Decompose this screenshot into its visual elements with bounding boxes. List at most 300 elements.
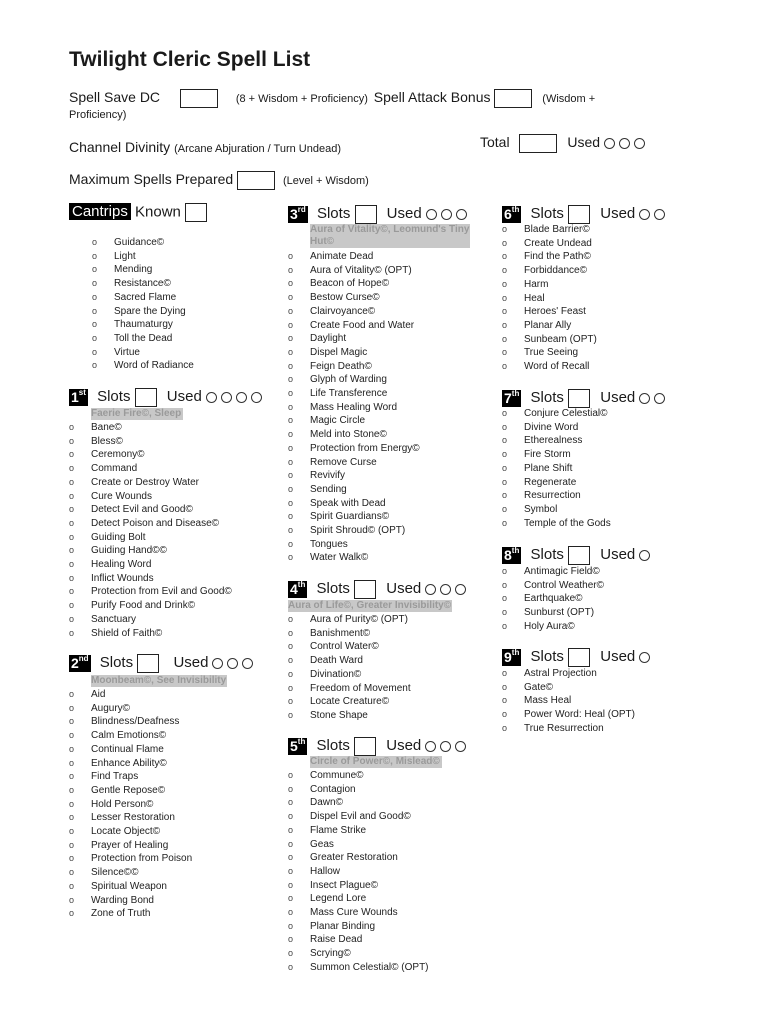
slots-label: Slots bbox=[97, 388, 131, 406]
bullet-marker: o bbox=[69, 812, 75, 823]
spell-name: Locate Creature© bbox=[310, 696, 390, 708]
spell-list-item bbox=[69, 852, 192, 866]
bullet-marker: o bbox=[288, 838, 294, 849]
spell-name: Divination© bbox=[310, 668, 362, 680]
spell-list-item bbox=[288, 879, 429, 893]
spell-name: Resurrection bbox=[524, 490, 581, 502]
level-3-badge: 3rd bbox=[290, 205, 306, 222]
used-circle[interactable] bbox=[634, 138, 645, 149]
spell-name: Plane Shift bbox=[524, 462, 573, 474]
level-5-badge: 5th bbox=[290, 737, 306, 754]
bullet-marker: o bbox=[288, 264, 294, 275]
used-circle[interactable] bbox=[639, 209, 650, 220]
spell-list-item bbox=[502, 462, 611, 476]
bullet-marker: o bbox=[69, 880, 75, 891]
slots-label: Slots bbox=[530, 546, 564, 564]
spell-name: Healing Word bbox=[91, 559, 152, 571]
bullet-marker: o bbox=[502, 722, 508, 733]
spell-name: Augury© bbox=[91, 702, 131, 714]
spell-name: Ceremony© bbox=[91, 449, 145, 461]
level-5-slots-box[interactable] bbox=[354, 737, 376, 756]
bullet-marker: o bbox=[502, 709, 508, 720]
channel-total-box[interactable] bbox=[519, 134, 557, 153]
spell-name: Sanctuary bbox=[91, 613, 137, 625]
used-label: Used bbox=[600, 648, 636, 666]
spell-name: Legend Lore bbox=[310, 893, 367, 905]
level-7-badge: 7th bbox=[504, 389, 520, 406]
bullet-marker: o bbox=[502, 319, 508, 330]
bullet-marker: o bbox=[69, 600, 75, 611]
bullet-marker: o bbox=[502, 306, 508, 317]
spell-list-item bbox=[69, 448, 232, 462]
level-1-slots-box[interactable] bbox=[135, 388, 157, 407]
bullet-marker: o bbox=[288, 292, 294, 303]
spell-name: True Resurrection bbox=[524, 722, 604, 734]
level-7-slots-box[interactable] bbox=[568, 389, 590, 408]
spell-attack-hint: (Wisdom + bbox=[542, 93, 596, 106]
spell-save-dc-row bbox=[69, 89, 595, 108]
used-circle[interactable] bbox=[440, 584, 451, 595]
bullet-marker: o bbox=[69, 504, 75, 515]
bullet-marker: o bbox=[502, 593, 508, 604]
spell-list-item bbox=[69, 702, 192, 716]
spell-name: Find Traps bbox=[91, 771, 139, 783]
spell-list-item bbox=[92, 263, 194, 277]
spell-list-item bbox=[288, 640, 411, 654]
spell-name: Clairvoyance© bbox=[310, 305, 376, 317]
bullet-marker: o bbox=[288, 401, 294, 412]
spell-list-item bbox=[69, 572, 232, 586]
spell-list-item bbox=[288, 892, 429, 906]
bullet-marker: o bbox=[69, 853, 75, 864]
bullet-marker: o bbox=[92, 291, 98, 302]
used-circle[interactable] bbox=[236, 392, 247, 403]
spell-list-item bbox=[69, 907, 192, 921]
used-circle[interactable] bbox=[456, 209, 467, 220]
spell-name: Death Ward bbox=[310, 655, 363, 667]
spell-list-item bbox=[502, 333, 597, 347]
bullet-marker: o bbox=[288, 497, 294, 508]
spell-name: Spiritual Weapon bbox=[91, 880, 167, 892]
spell-name: Aura of Purity© (OPT) bbox=[310, 614, 408, 625]
spell-name: Toll the Dead bbox=[114, 332, 173, 344]
level-6-list bbox=[502, 223, 597, 374]
spell-name: Life Transference bbox=[310, 388, 388, 400]
bullet-marker: o bbox=[69, 572, 75, 583]
level-5-list bbox=[288, 769, 429, 975]
spell-list-item bbox=[288, 360, 420, 374]
bullet-marker: o bbox=[92, 237, 98, 247]
slots-label: Slots bbox=[99, 654, 134, 672]
bullet-marker: o bbox=[288, 538, 294, 549]
channel-divinity-row bbox=[69, 139, 341, 155]
bullet-marker: o bbox=[288, 655, 294, 666]
channel-divinity-hint: (Arcane Abjuration / Turn Undead) bbox=[174, 143, 341, 155]
spell-name: Dawn© bbox=[310, 797, 343, 809]
bullet-marker: o bbox=[288, 429, 294, 440]
spell-list-item bbox=[502, 694, 635, 708]
level-9-badge: 9th bbox=[504, 648, 520, 665]
bullet-marker: o bbox=[288, 346, 294, 357]
spell-list-item bbox=[502, 722, 635, 736]
used-circle[interactable] bbox=[639, 652, 650, 663]
spell-attack-hint-cont: Proficiency) bbox=[69, 109, 127, 121]
max-prepared-box[interactable] bbox=[237, 171, 275, 190]
level-4-slots-box[interactable] bbox=[354, 580, 376, 599]
bullet-marker: o bbox=[69, 757, 75, 768]
spell-name: Zone of Truth bbox=[91, 908, 151, 920]
spell-list-item bbox=[92, 318, 194, 332]
used-circle[interactable] bbox=[604, 138, 615, 149]
spell-list-item bbox=[69, 627, 232, 641]
spell-list-item bbox=[502, 360, 597, 374]
used-circle[interactable] bbox=[426, 209, 437, 220]
spell-list-item bbox=[288, 469, 420, 483]
bullet-marker: o bbox=[69, 531, 75, 542]
bullet-marker: o bbox=[69, 422, 75, 432]
spell-list-item bbox=[288, 906, 429, 920]
spell-list-item bbox=[502, 292, 597, 306]
bullet-marker: o bbox=[502, 435, 508, 446]
used-circle[interactable] bbox=[639, 550, 650, 561]
spell-list-item bbox=[92, 236, 194, 250]
level-8-slots-box[interactable] bbox=[568, 546, 590, 565]
used-circle[interactable] bbox=[654, 209, 665, 220]
bullet-marker: o bbox=[288, 879, 294, 890]
spell-list-item bbox=[502, 592, 604, 606]
spell-name: Gate© bbox=[524, 681, 554, 693]
bullet-marker: o bbox=[92, 278, 98, 289]
spell-name: Commune© bbox=[310, 770, 364, 781]
bullet-marker: o bbox=[288, 278, 294, 289]
level-6-slots-box[interactable] bbox=[568, 205, 590, 224]
spell-list-item bbox=[502, 667, 635, 681]
spell-name: Harm bbox=[524, 278, 549, 290]
used-circle[interactable] bbox=[425, 741, 436, 752]
spell-name: Sunbeam (OPT) bbox=[524, 333, 597, 345]
bullet-marker: o bbox=[69, 490, 75, 501]
bullet-marker: o bbox=[502, 333, 508, 344]
used-label: Used bbox=[600, 389, 636, 407]
spell-list-item bbox=[288, 538, 420, 552]
used-circle[interactable] bbox=[455, 741, 466, 752]
used-circle[interactable] bbox=[654, 393, 665, 404]
spell-name: Light bbox=[114, 250, 136, 262]
spell-list-item bbox=[288, 668, 411, 682]
spell-list-item bbox=[69, 435, 232, 449]
spell-list-item bbox=[288, 627, 411, 641]
bullet-marker: o bbox=[502, 251, 508, 262]
level-3-list bbox=[288, 250, 420, 565]
bullet-marker: o bbox=[69, 449, 75, 460]
bullet-marker: o bbox=[69, 689, 75, 699]
bullet-marker: o bbox=[288, 920, 294, 931]
spell-list-item bbox=[288, 920, 429, 934]
spell-name: Dispel Evil and Good© bbox=[310, 811, 411, 823]
used-circle[interactable] bbox=[212, 658, 223, 669]
bullet-marker: o bbox=[502, 347, 508, 358]
bullet-marker: o bbox=[288, 251, 294, 261]
used-circle[interactable] bbox=[639, 393, 650, 404]
spell-name: Bestow Curse© bbox=[310, 292, 380, 304]
channel-total-row bbox=[480, 134, 645, 153]
level-2-list bbox=[69, 688, 192, 921]
slots-label: Slots bbox=[530, 648, 564, 666]
spell-list-item bbox=[288, 401, 420, 415]
used-label: Used bbox=[600, 205, 636, 223]
spell-list-item bbox=[502, 434, 611, 448]
spell-name: Bane© bbox=[91, 422, 122, 433]
spell-list-item bbox=[288, 682, 411, 696]
spell-list-item bbox=[288, 442, 420, 456]
bullet-marker: o bbox=[502, 607, 508, 618]
spell-list-item bbox=[288, 709, 411, 723]
spell-name: Virtue bbox=[114, 346, 140, 358]
spell-name: Divine Word bbox=[524, 421, 579, 433]
spell-name: Insect Plague© bbox=[310, 879, 378, 891]
level-9-list bbox=[502, 667, 635, 736]
spell-list-item bbox=[92, 359, 194, 373]
spell-save-dc-label: Spell Save DC bbox=[69, 89, 161, 106]
max-prepared-label: Maximum Spells Prepared bbox=[69, 171, 234, 188]
used-circle[interactable] bbox=[221, 392, 232, 403]
spell-list-item bbox=[288, 387, 420, 401]
bullet-marker: o bbox=[69, 798, 75, 809]
spell-name: Calm Emotions© bbox=[91, 730, 167, 742]
spell-list-item bbox=[502, 489, 611, 503]
used-circle[interactable] bbox=[619, 138, 630, 149]
spell-name: Sacred Flame bbox=[114, 291, 177, 303]
spell-name: True Seeing bbox=[524, 347, 579, 359]
spell-name: Gentle Repose© bbox=[91, 784, 166, 796]
bullet-marker: o bbox=[502, 265, 508, 276]
level-2-badge: 2nd bbox=[71, 654, 89, 671]
spell-list-item bbox=[288, 810, 429, 824]
bullet-marker: o bbox=[69, 702, 75, 713]
spell-name: Create Food and Water bbox=[310, 319, 415, 331]
spell-name: Beacon of Hope© bbox=[310, 278, 390, 290]
spell-name: Sending bbox=[310, 483, 347, 495]
spell-list-item bbox=[288, 332, 420, 346]
spell-list-item bbox=[288, 695, 411, 709]
spell-name: Mass Heal bbox=[524, 695, 572, 707]
cantrips-header bbox=[69, 203, 207, 222]
spell-name: Mass Healing Word bbox=[310, 401, 398, 413]
spell-name: Tongues bbox=[310, 538, 348, 550]
spell-list-item bbox=[502, 319, 597, 333]
spell-list-item bbox=[502, 565, 604, 579]
spell-name: Glyph of Warding bbox=[310, 374, 387, 386]
spell-list-item bbox=[69, 825, 192, 839]
bullet-marker: o bbox=[288, 893, 294, 904]
spell-list-item bbox=[502, 620, 604, 634]
spell-name: Antimagic Field© bbox=[524, 566, 600, 577]
spell-list-item bbox=[288, 277, 420, 291]
bullet-marker: o bbox=[288, 641, 294, 652]
spell-list-item bbox=[288, 769, 429, 783]
level-1-list bbox=[69, 421, 232, 640]
bullet-marker: o bbox=[502, 476, 508, 487]
bullet-marker: o bbox=[502, 462, 508, 473]
spell-list-item bbox=[69, 517, 232, 531]
bullet-marker: o bbox=[502, 224, 508, 234]
level-6-badge: 6th bbox=[504, 205, 520, 222]
used-circle[interactable] bbox=[425, 584, 436, 595]
bullet-marker: o bbox=[69, 627, 75, 638]
spell-name: Protection from Energy© bbox=[310, 442, 420, 454]
level-4-list bbox=[288, 613, 411, 723]
spell-name: Shield of Faith© bbox=[91, 627, 163, 639]
bullet-marker: o bbox=[92, 305, 98, 316]
spell-name: Protection from Evil and Good© bbox=[91, 586, 232, 598]
bullet-marker: o bbox=[502, 620, 508, 631]
bullet-marker: o bbox=[288, 552, 294, 563]
spell-list-item bbox=[69, 770, 192, 784]
used-circle[interactable] bbox=[251, 392, 262, 403]
spell-name: Continual Flame bbox=[91, 743, 164, 755]
spell-name: Remove Curse bbox=[310, 456, 377, 468]
slots-label: Slots bbox=[530, 389, 564, 407]
bullet-marker: o bbox=[288, 388, 294, 399]
spell-name: Planar Binding bbox=[310, 920, 376, 932]
bullet-marker: o bbox=[502, 421, 508, 432]
spell-name: Aura of Vitality© (OPT) bbox=[310, 264, 412, 276]
spell-name: Aid bbox=[91, 689, 106, 700]
spell-name: Blade Barrier© bbox=[524, 224, 590, 235]
cantrips-known-box[interactable] bbox=[185, 203, 207, 222]
bullet-marker: o bbox=[92, 332, 98, 343]
spell-list-item bbox=[288, 783, 429, 797]
level-9-slots-box[interactable] bbox=[568, 648, 590, 667]
bullet-marker: o bbox=[69, 839, 75, 850]
spell-name: Create or Destroy Water bbox=[91, 476, 199, 488]
spell-list-item bbox=[69, 784, 192, 798]
used-circle[interactable] bbox=[227, 658, 238, 669]
spell-name: Temple of the Gods bbox=[524, 517, 611, 529]
level-1-badge: 1st bbox=[71, 388, 86, 405]
level-2-slots-box[interactable] bbox=[137, 654, 159, 673]
spell-name: Find the Path© bbox=[524, 251, 591, 263]
spell-name: Detect Evil and Good© bbox=[91, 504, 193, 516]
spell-name: Raise Dead bbox=[310, 934, 363, 946]
spell-list-item bbox=[69, 531, 232, 545]
spell-name: Control Weather© bbox=[524, 579, 604, 591]
spell-name: Purify Food and Drink© bbox=[91, 600, 196, 612]
spell-list-item bbox=[502, 250, 597, 264]
bullet-marker: o bbox=[288, 948, 294, 959]
spell-name: Scrying© bbox=[310, 948, 351, 960]
spell-list-item bbox=[502, 517, 611, 531]
bullet-marker: o bbox=[69, 894, 75, 905]
bullet-marker: o bbox=[69, 908, 75, 919]
spell-name: Holy Aura© bbox=[524, 620, 575, 632]
spell-name: Forbiddance© bbox=[524, 265, 587, 277]
spell-list-item bbox=[502, 476, 611, 490]
spell-name: Thaumaturgy bbox=[114, 319, 173, 331]
spell-name: Etherealness bbox=[524, 435, 583, 447]
channel-divinity-label: Channel Divinity bbox=[69, 139, 171, 155]
spell-name: Contagion bbox=[310, 783, 356, 795]
bullet-marker: o bbox=[288, 852, 294, 863]
level-3-slots-box[interactable] bbox=[355, 205, 377, 224]
bullet-marker: o bbox=[288, 456, 294, 467]
used-circle[interactable] bbox=[206, 392, 217, 403]
bullet-marker: o bbox=[288, 709, 294, 720]
spell-save-dc-box[interactable] bbox=[180, 89, 218, 108]
bullet-marker: o bbox=[288, 483, 294, 494]
bullet-marker: o bbox=[69, 784, 75, 795]
spell-name: Guiding Hand©© bbox=[91, 545, 167, 557]
bullet-marker: o bbox=[92, 360, 98, 371]
spell-list-item bbox=[69, 798, 192, 812]
spell-list-item bbox=[69, 688, 192, 702]
bullet-marker: o bbox=[69, 586, 75, 597]
spell-list-item bbox=[502, 346, 597, 360]
spell-name: Locate Object© bbox=[91, 826, 161, 838]
spell-list-item bbox=[288, 456, 420, 470]
used-circle[interactable] bbox=[441, 209, 452, 220]
bullet-marker: o bbox=[92, 346, 98, 357]
spell-list-item bbox=[288, 346, 420, 360]
level-5-header bbox=[288, 737, 466, 756]
spell-list-item bbox=[288, 961, 429, 975]
spell-name: Spirit Shroud© (OPT) bbox=[310, 525, 406, 537]
bullet-marker: o bbox=[288, 783, 294, 794]
spell-list-item bbox=[502, 278, 597, 292]
spell-list-item bbox=[92, 305, 194, 319]
bullet-marker: o bbox=[502, 695, 508, 706]
spell-list-item bbox=[502, 264, 597, 278]
spell-list-item bbox=[288, 497, 420, 511]
spell-name: Spirit Guardians© bbox=[310, 511, 390, 523]
level-2-header bbox=[69, 654, 253, 673]
spell-list-item bbox=[502, 421, 611, 435]
slots-label: Slots bbox=[530, 205, 564, 223]
spell-name: Feign Death© bbox=[310, 360, 372, 372]
bullet-marker: o bbox=[69, 613, 75, 624]
spell-name: Astral Projection bbox=[524, 668, 597, 679]
page-title: Twilight Cleric Spell List bbox=[69, 48, 311, 71]
max-prepared-row bbox=[69, 171, 369, 190]
spell-name: Hold Person© bbox=[91, 798, 154, 810]
bullet-marker: o bbox=[288, 797, 294, 808]
used-circle[interactable] bbox=[440, 741, 451, 752]
spell-name: Enhance Ability© bbox=[91, 757, 167, 769]
bullet-marker: o bbox=[288, 415, 294, 426]
spell-name: Guiding Bolt bbox=[91, 531, 146, 543]
bullet-marker: o bbox=[502, 361, 508, 372]
bullet-marker: o bbox=[502, 503, 508, 514]
spell-list-item bbox=[288, 796, 429, 810]
spell-list-item bbox=[502, 223, 597, 237]
bullet-marker: o bbox=[69, 826, 75, 837]
spell-attack-box[interactable] bbox=[494, 89, 532, 108]
spell-name: Conjure Celestial© bbox=[524, 408, 608, 419]
bullet-marker: o bbox=[502, 237, 508, 248]
used-circle[interactable] bbox=[242, 658, 253, 669]
spell-name: Protection from Poison bbox=[91, 853, 193, 865]
spell-name: Daylight bbox=[310, 333, 347, 345]
bullet-marker: o bbox=[288, 668, 294, 679]
used-circle[interactable] bbox=[455, 584, 466, 595]
spell-list-item bbox=[69, 462, 232, 476]
spell-list-item bbox=[69, 558, 232, 572]
bullet-marker: o bbox=[69, 463, 75, 474]
bullet-marker: o bbox=[288, 470, 294, 481]
spell-name: Fire Storm bbox=[524, 449, 571, 461]
bullet-marker: o bbox=[69, 730, 75, 741]
spell-list-item bbox=[69, 811, 192, 825]
